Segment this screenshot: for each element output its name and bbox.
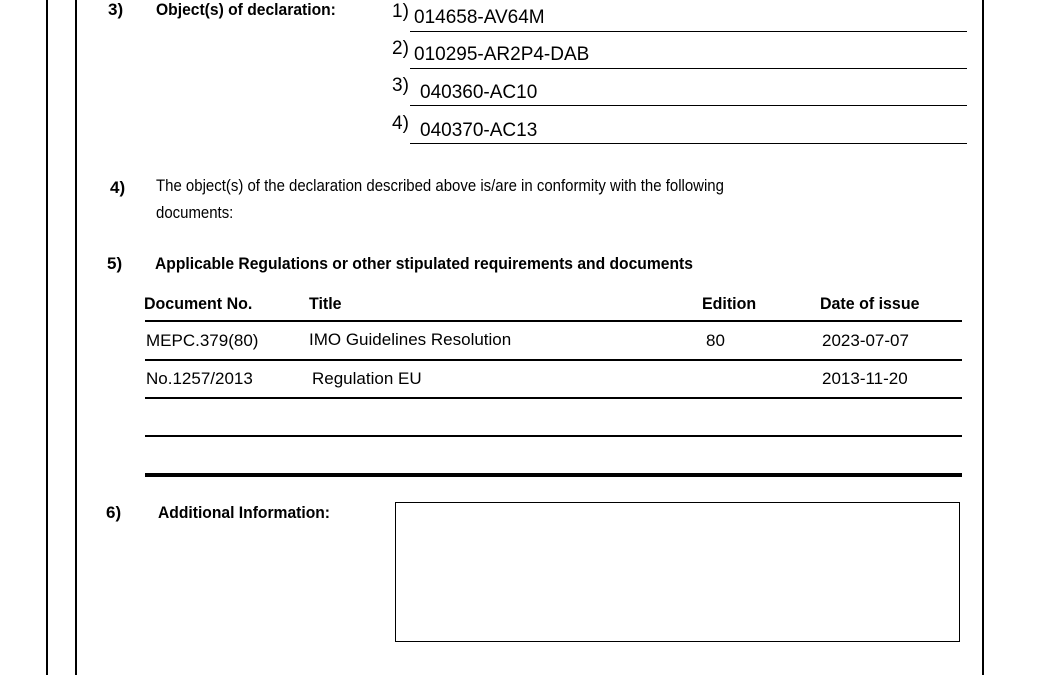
- table-header-document-no: Document No.: [144, 294, 253, 313]
- section-3-number: 3): [108, 0, 124, 19]
- table-cell-edition: 80: [706, 331, 725, 350]
- object-item-underline: [410, 68, 967, 69]
- table-rule: [145, 320, 962, 322]
- section-6-label: Additional Information:: [158, 503, 331, 522]
- table-header-date-of-issue: Date of issue: [820, 294, 920, 313]
- object-item-index: 2): [392, 38, 409, 59]
- section-3-label: Object(s) of declaration:: [156, 0, 336, 19]
- table-cell-document-no: MEPC.379(80): [146, 331, 259, 350]
- page-frame-right: [982, 0, 984, 675]
- section-4-number: 4): [110, 178, 126, 197]
- table-rule: [145, 435, 962, 437]
- object-item-index: 4): [392, 113, 409, 134]
- page-frame-left-outer: [46, 0, 48, 675]
- table-cell-date-of-issue: 2013-11-20: [822, 369, 908, 388]
- table-end-rule: [145, 473, 962, 477]
- object-item-underline: [410, 105, 967, 106]
- table-cell-document-no: No.1257/2013: [146, 369, 253, 388]
- object-item-underline: [410, 31, 967, 32]
- table-cell-title: IMO Guidelines Resolution: [309, 330, 512, 349]
- section-5-number: 5): [107, 254, 123, 273]
- object-item-value: 040360-AC10: [420, 82, 538, 103]
- section-4-text-line-2: documents:: [156, 203, 234, 222]
- section-4-text-line-1: The object(s) of the declaration described above is/are in conformity with the following: [156, 176, 724, 195]
- table-rule: [145, 359, 962, 361]
- page-frame-left-inner: [75, 0, 77, 675]
- table-cell-title: Regulation EU: [312, 369, 422, 388]
- table-header-title: Title: [309, 294, 342, 313]
- section-6-number: 6): [106, 503, 122, 522]
- object-item-index: 1): [392, 1, 409, 22]
- object-item-index: 3): [392, 75, 409, 96]
- table-header-edition: Edition: [702, 294, 757, 313]
- object-item-value: 010295-AR2P4-DAB: [414, 44, 590, 65]
- section-5-heading: Applicable Regulations or other stipulated requirements and documents: [155, 254, 693, 273]
- object-item-value: 040370-AC13: [420, 120, 538, 141]
- table-cell-date-of-issue: 2023-07-07: [822, 331, 909, 350]
- object-item-value: 014658-AV64M: [414, 7, 545, 28]
- object-item-underline: [410, 143, 967, 144]
- additional-information-field[interactable]: [395, 502, 960, 642]
- table-rule: [145, 397, 962, 399]
